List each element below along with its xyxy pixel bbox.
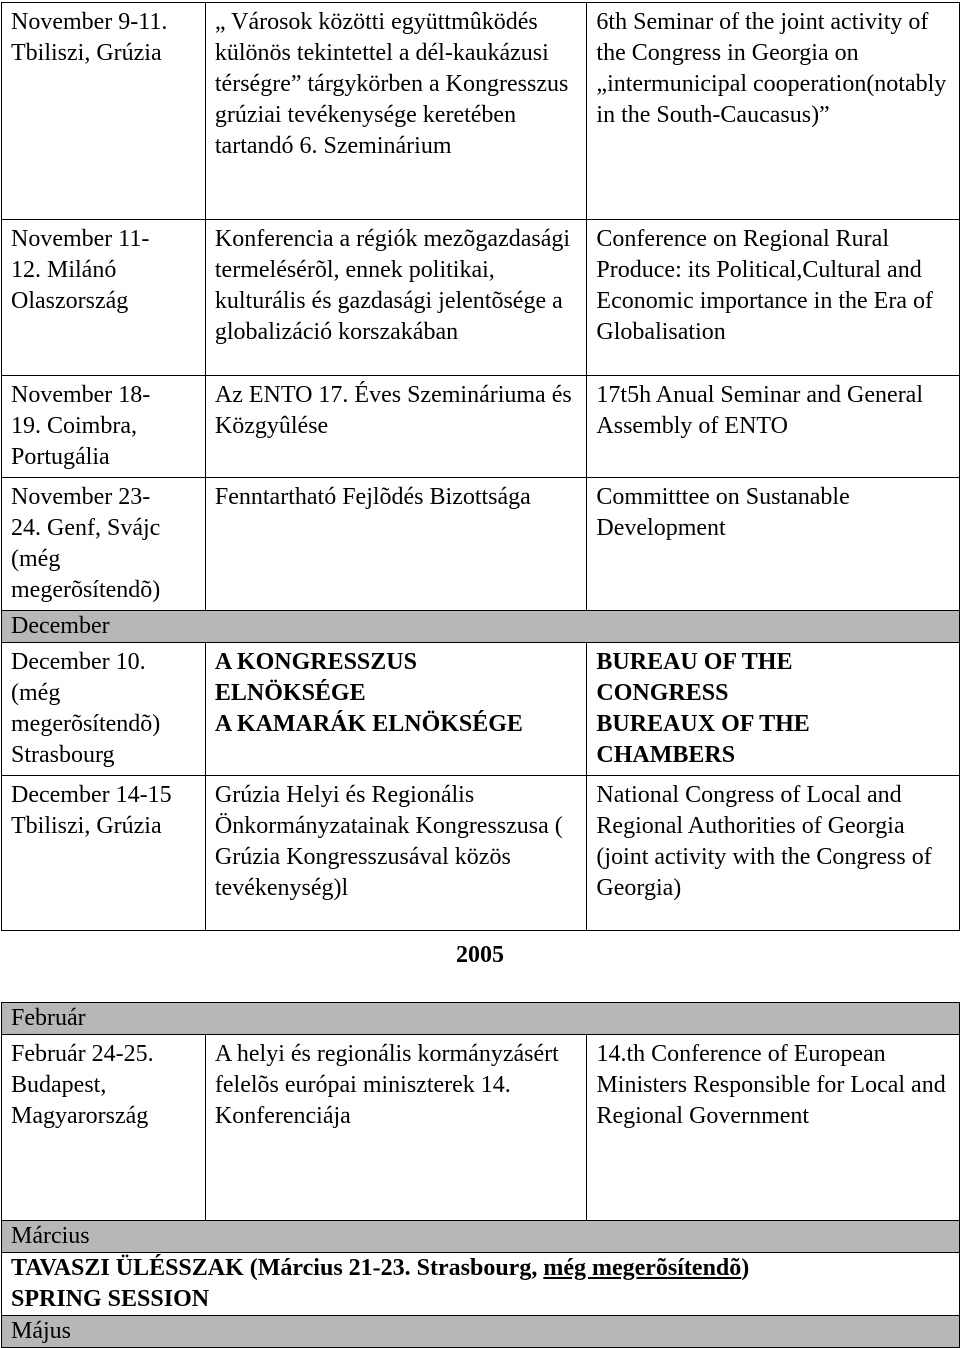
table-row	[2, 1035, 960, 1221]
english-cell: 14.th Conference of European Ministers Responsible for Local and Regional Government	[587, 1035, 960, 1221]
session-cell	[2, 1253, 960, 1316]
table-row	[2, 776, 960, 931]
english-cell: Committtee on Sustanable Development	[587, 478, 960, 611]
session-title-en: SPRING SESSION	[11, 1286, 210, 1312]
table-row	[2, 376, 960, 478]
hungarian-cell: Az ENTO 17. Éves Szemináriuma és Közgyûlése	[205, 376, 587, 478]
date-cell: November 9-11. Tbiliszi, Grúzia	[2, 3, 206, 220]
table-row	[2, 643, 960, 776]
hungarian-cell: „ Városok közötti együttmûködés különös tekintettel a dél-kaukázusi térségre” tárgykörben a Kongresszus grúziai tevékenysége keretében tartandó 6. Szeminárium	[205, 3, 587, 220]
month-row-december	[2, 611, 960, 643]
month-row-marcius	[2, 1221, 960, 1253]
month-label: Május	[2, 1316, 960, 1348]
english-cell: 17t5h Anual Seminar and General Assembly of ENTO	[587, 376, 960, 478]
schedule-table-2004	[1, 2, 960, 931]
schedule-table-2005	[1, 1002, 960, 1348]
hungarian-cell: Grúzia Helyi és Regionális Önkormányzatainak Kongresszusa ( Grúzia Kongresszusával közös tevékenység)l	[205, 776, 587, 931]
date-cell: November 11- 12. Milánó Olaszország	[2, 220, 206, 376]
english-cell: Conference on Regional Rural Produce: its Political,Cultural and Economic importance in the Era of Globalisation	[587, 220, 960, 376]
month-label: Március	[2, 1221, 960, 1253]
session-title: TAVASZI ÜLÉSSZAK (Március 21-23. Strasbourg,	[11, 1255, 544, 1281]
date-cell: Február 24-25. Budapest, Magyarország	[2, 1035, 206, 1221]
to-be-confirmed-note: még megerõsítendõ	[543, 1255, 742, 1281]
table-row	[2, 220, 960, 376]
month-label: December	[2, 611, 960, 643]
hungarian-cell: A helyi és regionális kormányzásért felelõs európai miniszterek 14. Konferenciája	[205, 1035, 587, 1221]
session-title-end: )	[741, 1255, 750, 1281]
date-cell: November 23- 24. Genf, Svájc (még megerõsítendõ)	[2, 478, 206, 611]
month-label: Február	[2, 1003, 960, 1035]
session-row	[2, 1253, 960, 1316]
table-row	[2, 478, 960, 611]
date-cell: December 10. (még megerõsítendõ) Strasbourg	[2, 643, 206, 776]
month-row-februar	[2, 1003, 960, 1035]
english-cell: 6th Seminar of the joint activity of the Congress in Georgia on „intermunicipal cooperation(notably in the South-Caucasus)”	[587, 3, 960, 220]
english-cell: BUREAU OF THE CONGRESS BUREAUX OF THE CHAMBERS	[587, 643, 960, 776]
month-row-majus	[2, 1316, 960, 1348]
hungarian-cell: Fenntartható Fejlõdés Bizottsága	[205, 478, 587, 611]
date-cell: December 14-15 Tbiliszi, Grúzia	[2, 776, 206, 931]
hungarian-cell: A KONGRESSZUS ELNÖKSÉGE A KAMARÁK ELNÖKSÉGE	[205, 643, 587, 776]
hungarian-cell: Konferencia a régiók mezõgazdasági termelésérõl, ennek politikai, kulturális és gazdasági jelentõsége a globalizáció korszakában	[205, 220, 587, 376]
table-row	[2, 3, 960, 220]
date-cell: November 18- 19. Coimbra, Portugália	[2, 376, 206, 478]
english-cell: National Congress of Local and Regional Authorities of Georgia (joint activity with the Congress of Georgia)	[587, 776, 960, 931]
year-heading: 2005	[456, 942, 504, 968]
